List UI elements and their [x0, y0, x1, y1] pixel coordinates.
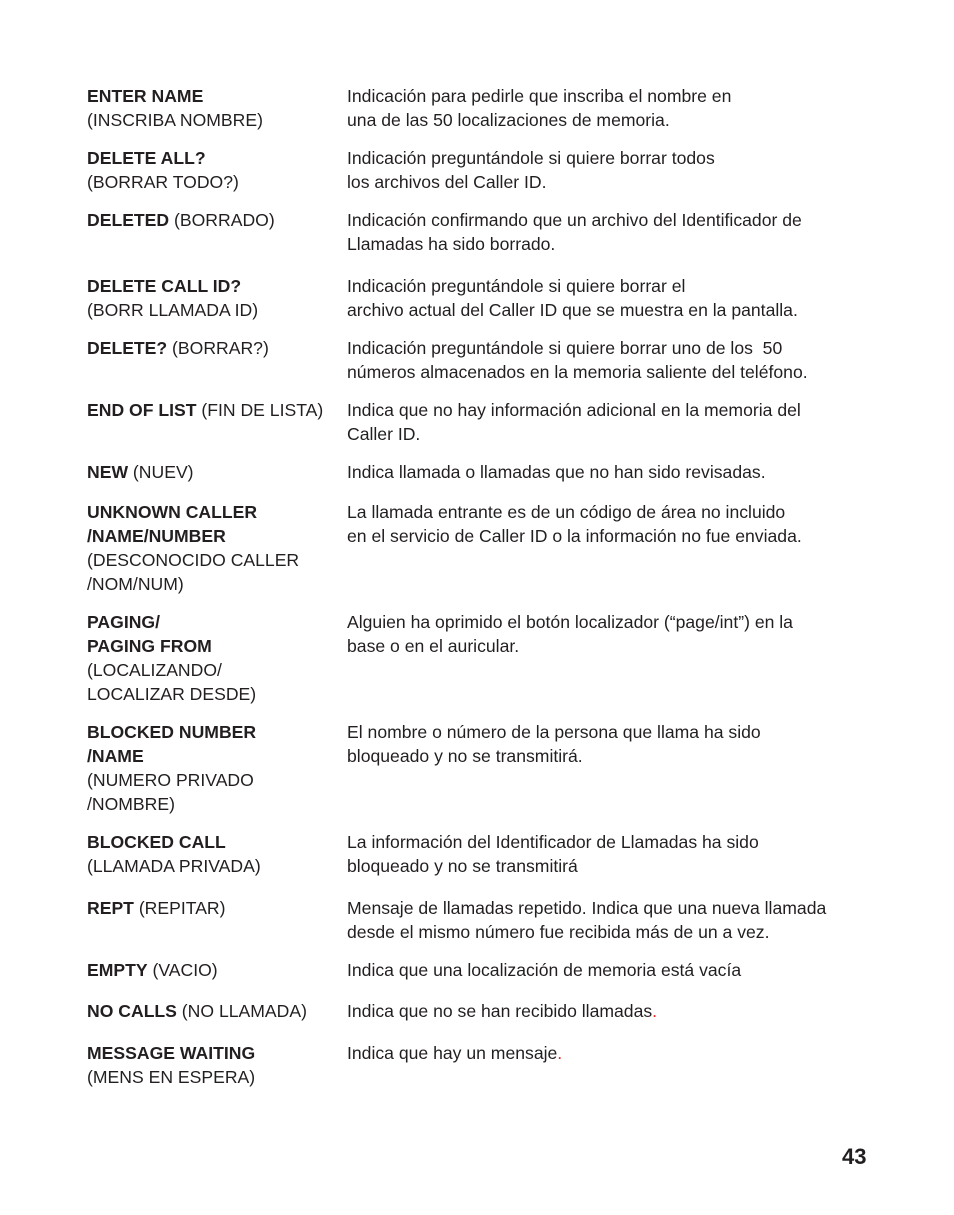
description-line [347, 208, 877, 232]
description-text: Mensaje de llamadas repetido. Indica que una nueva llamada [347, 898, 827, 918]
message-description [347, 460, 877, 484]
term-translation: (NUEV) [128, 462, 194, 482]
message-term [87, 896, 337, 920]
term-line [87, 854, 337, 878]
term-translation: /NOMBRE) [87, 794, 175, 814]
description-line [347, 460, 877, 484]
description-text: Indica que no hay información adicional en la memoria del [347, 400, 801, 420]
term-line [87, 720, 337, 744]
term-line [87, 108, 337, 132]
term-line [87, 896, 337, 920]
term-display-text: MESSAGE WAITING [87, 1043, 256, 1063]
description-text: bloqueado y no se transmitirá. [347, 746, 583, 766]
message-term [87, 999, 337, 1023]
message-term [87, 460, 337, 484]
term-translation: /NOM/NUM) [87, 574, 184, 594]
term-line [87, 146, 337, 170]
term-display-text: NO CALLS [87, 1001, 177, 1021]
message-description [347, 1041, 877, 1065]
message-term [87, 958, 337, 982]
message-description [347, 720, 877, 768]
description-line [347, 634, 877, 658]
message-term [87, 84, 337, 132]
term-line [87, 634, 337, 658]
term-translation: (MENS EN ESPERA) [87, 1067, 256, 1087]
term-line [87, 398, 337, 422]
term-translation: (LLAMADA PRIVADA) [87, 856, 261, 876]
term-line [87, 572, 337, 596]
term-line [87, 792, 337, 816]
term-line [87, 1041, 337, 1065]
description-text: Indica que una localización de memoria está vacía [347, 960, 742, 980]
message-term [87, 208, 337, 232]
description-text: Indicación para pedirle que inscriba el nombre en [347, 86, 732, 106]
description-text: desde el mismo número fue recibida más de un a vez. [347, 922, 770, 942]
description-line [347, 1041, 877, 1065]
description-text: base o en el auricular. [347, 636, 520, 656]
message-term [87, 336, 337, 360]
term-translation: (BORR LLAMADA ID) [87, 300, 259, 320]
description-text: una de las 50 localizaciones de memoria. [347, 110, 670, 130]
description-line [347, 146, 877, 170]
description-text: los archivos del Caller ID. [347, 172, 547, 192]
description-line [347, 999, 877, 1023]
term-display-text: DELETE? [87, 338, 168, 358]
term-display-text: /NAME [87, 746, 144, 766]
message-description [347, 336, 877, 384]
message-description [347, 398, 877, 446]
message-term [87, 1041, 337, 1089]
term-translation: (BORRADO) [169, 210, 275, 230]
description-line [347, 958, 877, 982]
term-translation: (VACIO) [147, 960, 218, 980]
term-translation: (LOCALIZANDO/ [87, 660, 222, 680]
message-term [87, 830, 337, 878]
message-description [347, 999, 877, 1023]
term-display-text: PAGING FROM [87, 636, 212, 656]
term-line [87, 610, 337, 634]
description-text: números almacenados en la memoria saliente del teléfono. [347, 362, 808, 382]
message-description [347, 274, 877, 322]
term-display-text: END OF LIST [87, 400, 197, 420]
term-translation: (NUMERO PRIVADO [87, 770, 254, 790]
message-description [347, 958, 877, 982]
description-line [347, 920, 877, 944]
message-description [347, 500, 877, 548]
description-text: Indica que hay un mensaje [347, 1043, 558, 1063]
term-translation: (REPITAR) [133, 898, 226, 918]
term-line [87, 336, 337, 360]
description-line [347, 170, 877, 194]
trailing-period: . [557, 1043, 563, 1063]
description-line [347, 336, 877, 360]
description-line [347, 744, 877, 768]
message-term [87, 398, 337, 422]
description-line [347, 830, 877, 854]
description-text: Alguien ha oprimido el botón localizador (“page/int”) en la [347, 612, 793, 632]
term-translation: (FIN DE LISTA) [196, 400, 324, 420]
description-text: Indicación confirmando que un archivo del Identificador de [347, 210, 802, 230]
description-line [347, 524, 877, 548]
term-display-text: PAGING/ [87, 612, 160, 632]
message-description [347, 830, 877, 878]
term-display-text: BLOCKED NUMBER [87, 722, 257, 742]
term-display-text: ENTER NAME [87, 86, 204, 106]
term-line [87, 548, 337, 572]
message-term [87, 146, 337, 194]
message-description [347, 146, 877, 194]
message-description [347, 610, 877, 658]
term-display-text: UNKNOWN CALLER [87, 502, 258, 522]
term-display-text: EMPTY [87, 960, 148, 980]
description-text: La llamada entrante es de un código de área no incluido [347, 502, 786, 522]
message-description [347, 84, 877, 132]
description-line [347, 720, 877, 744]
description-line [347, 500, 877, 524]
description-line [347, 232, 877, 256]
description-text: El nombre o número de la persona que llama ha sido [347, 722, 761, 742]
description-line [347, 108, 877, 132]
description-text: archivo actual del Caller ID que se muestra en la pantalla. [347, 300, 798, 320]
term-line [87, 84, 337, 108]
description-line [347, 610, 877, 634]
term-translation: LOCALIZAR DESDE) [87, 684, 257, 704]
term-display-text: DELETED [87, 210, 170, 230]
term-display-text: REPT [87, 898, 134, 918]
term-translation: (INSCRIBA NOMBRE) [87, 110, 263, 130]
message-description [347, 208, 877, 256]
description-line [347, 298, 877, 322]
term-display-text: DELETE ALL? [87, 148, 206, 168]
term-line [87, 682, 337, 706]
description-text: Indicación preguntándole si quiere borrar el [347, 276, 686, 296]
description-line [347, 84, 877, 108]
term-line [87, 500, 337, 524]
description-text: Indicación preguntándole si quiere borrar uno de los 50 [347, 338, 783, 358]
term-line [87, 1065, 337, 1089]
term-display-text: NEW [87, 462, 129, 482]
term-translation: (BORRAR TODO?) [87, 172, 239, 192]
term-line [87, 830, 337, 854]
term-line [87, 958, 337, 982]
page-number: 43 [842, 1144, 867, 1169]
description-text: Indica llamada o llamadas que no han sido revisadas. [347, 462, 766, 482]
term-line [87, 744, 337, 768]
term-line [87, 208, 337, 232]
term-translation: (DESCONOCIDO CALLER [87, 550, 300, 570]
description-line [347, 360, 877, 384]
term-line [87, 274, 337, 298]
description-text: en el servicio de Caller ID o la información no fue enviada. [347, 526, 802, 546]
message-term [87, 274, 337, 322]
description-line [347, 398, 877, 422]
description-text: Caller ID. [347, 424, 421, 444]
term-display-text: BLOCKED CALL [87, 832, 226, 852]
message-term [87, 720, 337, 816]
term-display-text: /NAME/NUMBER [87, 526, 226, 546]
term-line [87, 298, 337, 322]
term-display-text: DELETE CALL ID? [87, 276, 242, 296]
description-line [347, 854, 877, 878]
description-text: La información del Identificador de Llamadas ha sido [347, 832, 759, 852]
message-description [347, 896, 877, 944]
description-text: bloqueado y no se transmitirá [347, 856, 578, 876]
description-text: Indicación preguntándole si quiere borrar todos [347, 148, 715, 168]
term-translation: (BORRAR?) [167, 338, 269, 358]
description-line [347, 422, 877, 446]
message-term [87, 610, 337, 706]
trailing-period: . [652, 1001, 658, 1021]
term-translation: (NO LLAMADA) [176, 1001, 307, 1021]
term-line [87, 999, 337, 1023]
description-line [347, 896, 877, 920]
term-line [87, 524, 337, 548]
message-term [87, 500, 337, 596]
term-line [87, 768, 337, 792]
description-text: Llamadas ha sido borrado. [347, 234, 556, 254]
term-line [87, 170, 337, 194]
term-line [87, 460, 337, 484]
description-text: Indica que no se han recibido llamadas [347, 1001, 653, 1021]
term-line [87, 658, 337, 682]
description-line [347, 274, 877, 298]
